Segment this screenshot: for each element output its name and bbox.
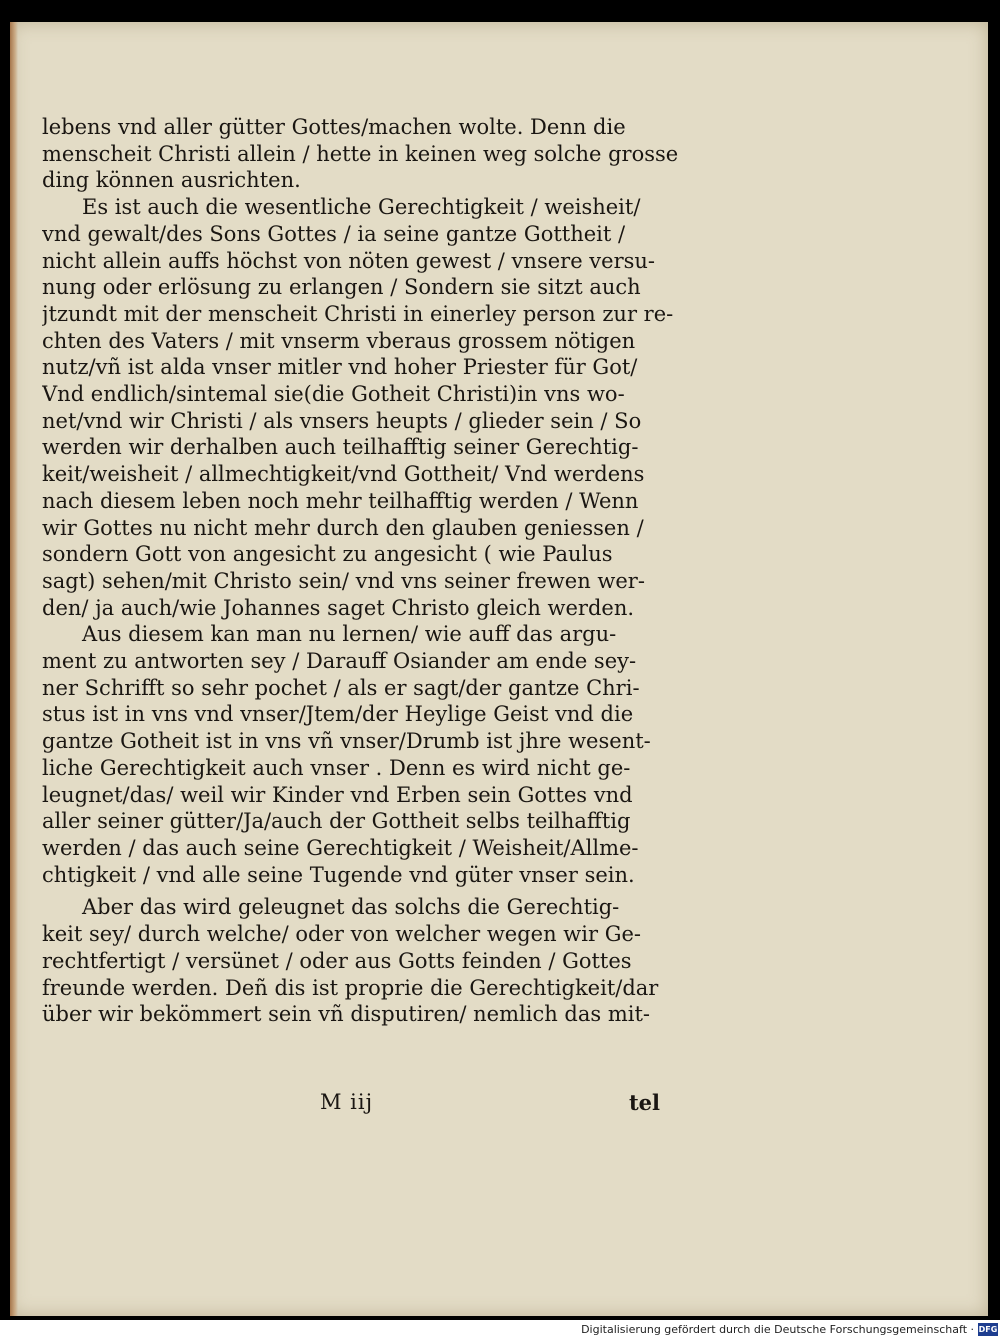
text-line-26: leugnet/das/ weil wir Kinder vnd Erben sein Gottes vnd (42, 782, 633, 807)
text-line-8: jtzundt mit der menscheit Christi in einerley person zur re- (42, 301, 674, 326)
text-line-13: werden wir derhalben auch teilhafftig seiner Gerechtig- (42, 435, 639, 460)
text-line-7: nung oder erlösung zu erlangen / Sondern sie sitzt auch (42, 275, 641, 300)
text-line-4: Es ist auch die wesentliche Gerechtigkeit / weisheit/ (82, 195, 641, 220)
body-text (42, 114, 682, 1028)
text-line-5: vnd gewalt/des Sons Gottes / ia seine gantze Gottheit / (42, 221, 626, 246)
text-line-34: über wir bekömmert sein vñ disputiren/ nemlich das mit- (42, 1002, 650, 1027)
text-line-20: Aus diesem kan man nu lernen/ wie auff das argu- (82, 622, 617, 647)
text-line-11: Vnd endlich/sintemal sie(die Gotheit Christi)in vns wo- (42, 382, 625, 407)
credit-text: Digitalisierung gefördert durch die Deutsche Forschungsgemeinschaft · (581, 1323, 974, 1336)
text-line-19: den/ ja auch/wie Johannes saget Christo gleich werden. (42, 595, 635, 620)
book-page (10, 22, 988, 1316)
dfg-logo-icon: DFG (978, 1325, 998, 1334)
text-line-29: chtigkeit / vnd alle seine Tugende vnd güter vnser sein. (42, 862, 635, 887)
signature-mark: M iij (320, 1090, 374, 1114)
text-line-12: net/vnd wir Christi / als vnsers heupts / glieder sein / So (42, 408, 642, 433)
text-line-14: keit/weisheit / allmechtigkeit/vnd Gottheit/ Vnd werdens (42, 462, 645, 487)
text-line-25: liche Gerechtigkeit auch vnser . Denn es wird nicht ge- (42, 755, 631, 780)
text-line-30: Aber das wird geleugnet das solchs die Gerechtig- (82, 895, 620, 920)
text-line-1: lebens vnd aller gütter Gottes/machen wolte. Denn die (42, 115, 626, 139)
text-line-17: sondern Gott von angesicht zu angesicht ( wie Paulus (42, 542, 613, 567)
text-line-18: sagt) sehen/mit Christo sein/ vnd vns seiner frewen wer- (42, 568, 645, 593)
text-line-33: freunde werden. Deñ dis ist proprie die Gerechtigkeit/dar (42, 975, 659, 1000)
page-binding-edge (10, 22, 18, 1316)
text-line-10: nutz/vñ ist alda vnser mitler vnd hoher Priester für Got/ (42, 355, 638, 380)
text-line-21: ment zu antworten sey / Darauff Osiander am ende sey- (42, 649, 637, 674)
text-line-28: werden / das auch seine Gerechtigkeit / Weisheit/Allme- (42, 835, 639, 860)
text-line-3: ding können ausrichten. (42, 168, 301, 193)
text-line-9: chten des Vaters / mit vnserm vberaus grossem nötigen (42, 328, 636, 353)
text-line-15: nach diesem leben noch mehr teilhafftig werden / Wenn (42, 488, 639, 513)
credit-bar (0, 1320, 1000, 1340)
text-line-32: rechtfertigt / versünet / oder aus Gotts feinden / Gottes (42, 948, 632, 973)
text-line-31: keit sey/ durch welche/ oder von welcher wegen wir Ge- (42, 922, 642, 947)
text-line-23: stus ist in vns vnd vnser/Jtem/der Heylige Geist vnd die (42, 702, 634, 727)
text-line-6: nicht allein auffs höchst von nöten gewest / vnsere versu- (42, 248, 656, 273)
text-line-27: aller seiner gütter/Ja/auch der Gottheit selbs teilhafftig (42, 809, 631, 834)
text-line-16: wir Gottes nu nicht mehr durch den glauben geniessen / (42, 515, 644, 540)
text-line-2: menscheit Christi allein / hette in keinen weg solche grosse (42, 141, 679, 166)
text-line-24: gantze Gotheit ist in vns vñ vnser/Drumb ist jhre wesent- (42, 729, 651, 754)
text-line-22: ner Schrifft so sehr pochet / als er sagt/der gantze Chri- (42, 675, 640, 700)
page-footer (42, 1090, 682, 1120)
catchword: tel (628, 1090, 660, 1115)
